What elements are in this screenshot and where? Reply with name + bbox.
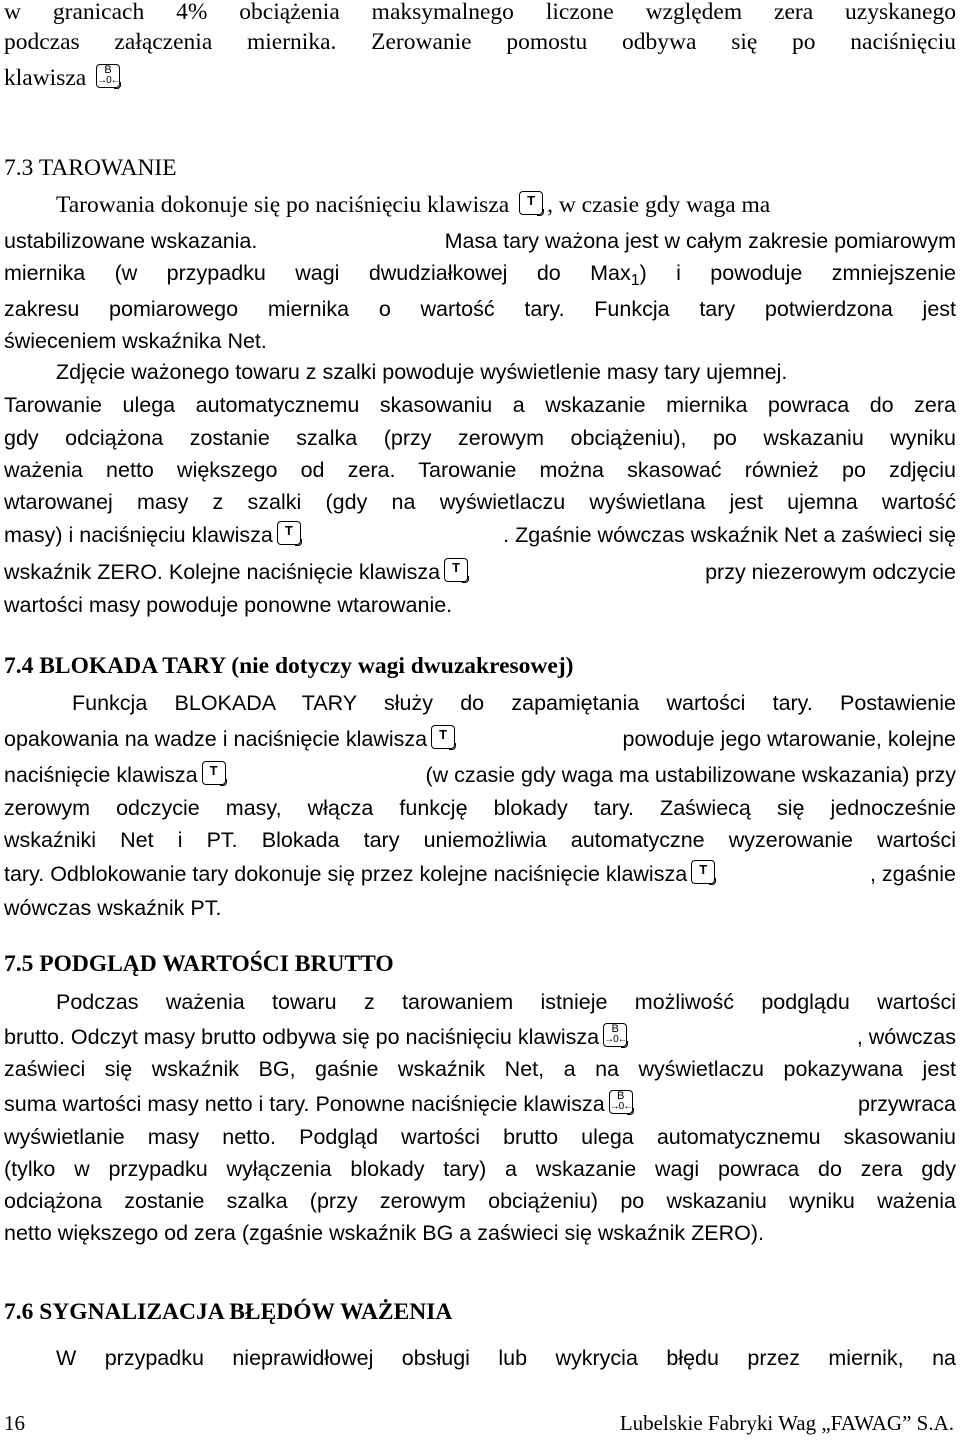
section-heading-7-3: 7.3 TAROWANIE <box>4 155 177 181</box>
text-fragment: przy niezerowym odczycie <box>705 560 956 584</box>
text-fragment: , wówczas <box>856 1025 956 1049</box>
text-fragment: . Zgaśnie wówczas wskaźnik Net a zaświeci się <box>503 523 956 547</box>
text-line: netto większego od zera (zgaśnie wskaźnik BG a zaświeci się wskaźnik ZERO). <box>4 1221 764 1245</box>
text-fragment: , w czasie gdy waga ma <box>547 192 771 218</box>
text-fragment: przywraca <box>858 1092 956 1116</box>
text-line <box>4 63 956 93</box>
text-line <box>4 226 956 256</box>
zero-key-icon: B →0← <box>97 64 120 86</box>
zero-key-icon: B →0← <box>604 1023 627 1045</box>
text-fragment: Masa tary ważona jest w całym zakresie pomiarowym <box>444 229 956 253</box>
text-fragment: suma wartości masy netto i tary. Ponowne naciśnięcie klawisza <box>4 1092 605 1116</box>
text-line: wyświetlanie masy netto. Podgląd wartości brutto ulega automatycznemu skasowaniu <box>4 1125 956 1149</box>
text-line: gdy odciążona zostanie szalka (przy zerowym obciążeniu), po wskazaniu wyniku <box>4 426 956 450</box>
text-fragment: klawisza <box>4 65 87 91</box>
section-heading-7-6: 7.6 SYGNALIZACJA BŁĘDÓW WAŻENIA <box>4 1299 453 1325</box>
text-line: wartości masy powoduje ponowne wtarowanie. <box>4 593 453 617</box>
text-fragment: , zgaśnie <box>869 862 956 886</box>
text-line <box>4 520 956 550</box>
text-line <box>4 1089 956 1119</box>
text-line <box>4 760 956 790</box>
tare-key-icon: T <box>691 860 715 884</box>
text-line: zaświeci się wskaźnik BG, gaśnie wskaźnik Net, a na wyświetlaczu pokazywana jest <box>4 1057 956 1081</box>
text-line: zerowym odczycie masy, włącza funkcję blokady tary. Zaświecą się jednocześnie <box>4 796 956 820</box>
page-number: 16 <box>4 1411 25 1435</box>
zero-key-icon: B →0← <box>609 1090 633 1112</box>
text-fragment: Podczas ważenia towaru z tarowaniem istnieje możliwość podglądu wartości <box>56 990 956 1014</box>
text-fragment: naciśnięcie klawisza <box>4 763 198 787</box>
text-line: odciążona zostanie szalka (przy zerowym obciążeniu) po wskazaniu wyniku ważenia <box>4 1189 956 1213</box>
text-fragment: brutto. Odczyt masy brutto odbywa się po naciśnięciu klawisza <box>4 1025 600 1049</box>
text-line <box>4 190 956 220</box>
text-line: (tylko w przypadku wyłączenia blokady tary) a wskazanie wagi powraca do zera gdy <box>4 1157 956 1181</box>
text-line <box>4 859 956 889</box>
text-fragment: tary. Odblokowanie tary dokonuje się przez kolejne naciśnięcie klawisza <box>4 862 688 886</box>
tare-key-icon: T <box>431 725 455 749</box>
text-line <box>4 1022 956 1052</box>
text-line: wtarowanej masy z szalki (gdy na wyświetlaczu wyświetlana jest ujemna wartość <box>4 490 956 514</box>
text-line: wskaźniki Net i PT. Blokada tary uniemożliwia automatyczne wyzerowanie wartości <box>4 828 956 852</box>
text-line <box>4 688 956 718</box>
text-fragment: ustabilizowane wskazania. <box>4 229 258 253</box>
tare-key-icon: T <box>202 761 226 785</box>
text-line <box>4 1343 956 1373</box>
tare-key-icon: T <box>519 191 543 215</box>
text-fragment: masy) i naciśnięciu klawisza <box>4 523 273 547</box>
text-line: podczas załączenia miernika. Zerowanie pomostu odbywa się po naciśnięciu <box>4 29 956 55</box>
text-line: zakresu pomiarowego miernika o wartość tary. Funkcja tary potwierdzona jest <box>4 297 956 321</box>
text-fragment: (w czasie gdy waga ma ustabilizowane wskazania) przy <box>425 763 956 787</box>
text-line: Tarowanie ulega automatycznemu skasowaniu a wskazanie miernika powraca do zera <box>4 393 956 417</box>
text-fragment: Tarowania dokonuje się po naciśnięciu klawisza <box>56 192 510 218</box>
text-fragment: powoduje jego wtarowanie, kolejne <box>622 727 956 751</box>
text-line: w granicach 4% obciążenia maksymalnego liczone względem zera uzyskanego <box>4 0 956 25</box>
text-line: miernika (w przypadku wagi dwudziałkowej do Max$_1$) i powoduje zmniejszenie <box>4 261 956 289</box>
text-fragment: wskaźnik ZERO. Kolejne naciśnięcie klawisza <box>4 560 441 584</box>
text-line: świeceniem wskaźnika Net. <box>4 329 267 353</box>
section-heading-7-5: 7.5 PODGLĄD WARTOŚCI BRUTTO <box>4 951 394 977</box>
tare-key-icon: T <box>444 558 468 582</box>
footer-company: Lubelskie Fabryki Wag „FAWAG” S.A. <box>619 1411 954 1435</box>
text-fragment: W przypadku nieprawidłowej obsługi lub wykrycia błędu przez miernik, na <box>56 1346 956 1370</box>
text-line <box>4 987 956 1017</box>
tare-key-icon: T <box>277 521 301 545</box>
text-fragment: Funkcja BLOKADA TARY służy do zapamiętania wartości tary. Postawienie <box>72 691 956 715</box>
section-heading-7-4: 7.4 BLOKADA TARY (nie dotyczy wagi dwuzakresowej) <box>4 653 574 679</box>
text-line: Zdjęcie ważonego towaru z szalki powoduje wyświetlenie masy tary ujemnej. <box>56 360 788 384</box>
text-line: ważenia netto większego od zera. Tarowanie można skasować również po zdjęciu <box>4 458 956 482</box>
text-fragment: opakowania na wadze i naciśnięcie klawisza <box>4 727 428 751</box>
text-line <box>4 724 956 754</box>
text-line <box>4 557 956 587</box>
text-line: wówczas wskaźnik PT. <box>4 896 222 920</box>
